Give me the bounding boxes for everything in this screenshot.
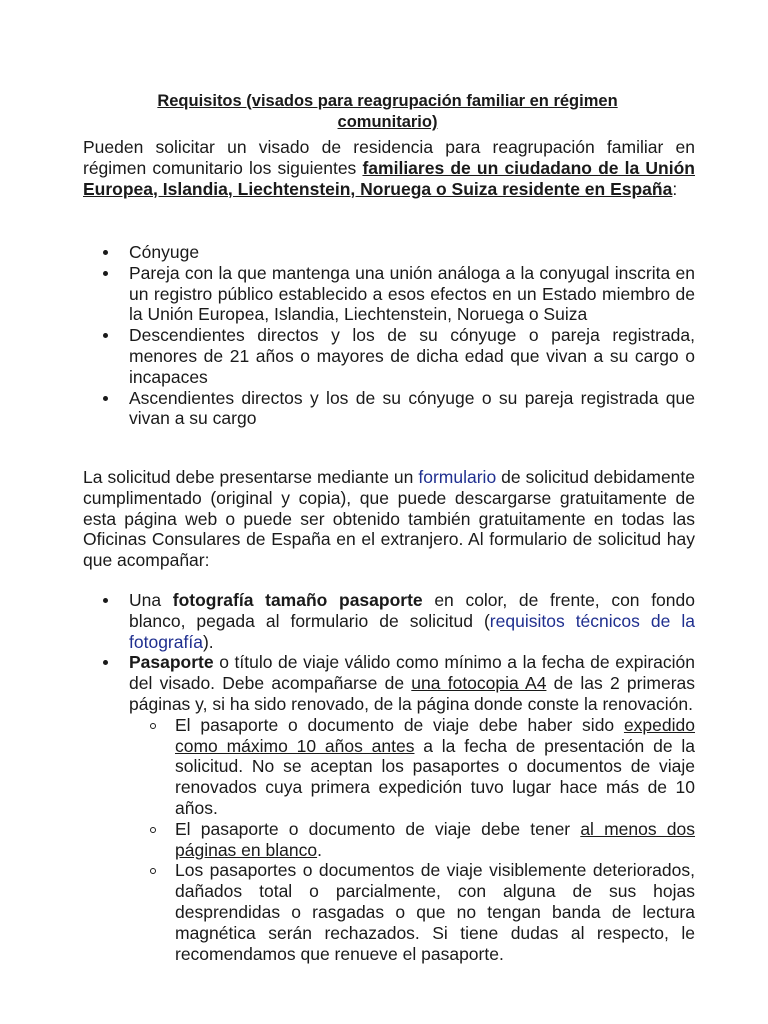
passport-text-2: de las 2 primeras páginas y, si ha sido renovado, de la página donde conste la renovación. (129, 673, 696, 714)
bullet-icon (103, 250, 108, 255)
photo-text-pre: Una (129, 590, 173, 610)
bullet-icon (103, 660, 108, 665)
passport-text-1: o título de viaje válido como mínimo a la fecha de expiración del visado. Debe acompañarse de (129, 652, 695, 694)
title-line-1: Requisitos (visados para reagrupación familiar en régimen (157, 92, 618, 110)
photo-bold: fotografía tamaño pasaporte (172, 590, 423, 610)
sublist-item (129, 819, 695, 861)
family-item-text: Cónyuge (129, 242, 200, 262)
sub2-text-b: . (317, 839, 322, 860)
intro-emphasis: familiares de un ciudadano de la Unión Europea, Islandia, Liechtenstein, Noruega o Suiza residente en España (83, 157, 695, 199)
sub3-text: Los pasaportes o documentos de viaje visiblemente deteriorados, dañados total o parcialmente, con alguna de sus hojas desprendidas o rasgadas o que no tengan banda de lectura magnética serán rechazados. Si tiene dudas al respecto, le recomendamos que renueve el pasaporte. (175, 860, 695, 964)
bullet-icon (103, 271, 108, 276)
bullet-icon (103, 396, 108, 401)
formulario-link[interactable]: formulario (418, 467, 497, 487)
circle-bullet-icon (150, 868, 156, 874)
passport-bold: Pasaporte (129, 652, 214, 673)
sub2-underline: al menos dos páginas en blanco (175, 818, 696, 860)
list-item-passport (83, 652, 695, 964)
sub2-text-a: El pasaporte o documento de viaje debe tener (175, 818, 581, 839)
circle-bullet-icon (150, 723, 156, 729)
passport-sublist (129, 715, 695, 965)
list-item (83, 388, 695, 430)
sub1-underline: expedido como máximo 10 años antes (175, 714, 695, 756)
sub1-text-b: a la fecha de presentación de la solicitud. No se aceptan los pasaportes o documentos de viaje renovados cuya primera expedición tuvo lugar hace más de 10 años. (175, 735, 695, 818)
application-text-after: de solicitud debidamente cumplimentado (original y copia), que puede descargarse gratuitamente de esta página web o puede ser obtenido también gratuitamente en todas las Oficinas Consulares de España en el extranjero. Al formulario de solicitud hay que acompañar: (83, 467, 696, 571)
intro-paragraph (83, 137, 695, 199)
photo-text-mid: en color, de frente, con fondo blanco, pegada al formulario de solicitud ( (129, 590, 695, 631)
list-item (83, 325, 695, 387)
intro-colon: : (672, 178, 678, 199)
bullet-icon (103, 598, 108, 603)
family-item-text: Descendientes directos y los de su cónyuge o pareja registrada, menores de 21 años o mayores de dicha edad que vivan a su cargo o incapaces (129, 325, 695, 387)
title-line-2: comunitario) (337, 113, 438, 131)
sublist-item (129, 715, 695, 819)
sublist-item (129, 860, 695, 964)
photo-text-post: ). (202, 631, 214, 652)
intro-text: Pueden solicitar un visado de residencia para reagrupación familiar en régimen comunitario los siguientes (83, 137, 695, 178)
photo-requirements-link[interactable]: requisitos técnicos de la fotografía (129, 610, 695, 652)
family-item-text: Ascendientes directos y los de su cónyuge o su pareja registrada que vivan a su cargo (129, 387, 695, 429)
passport-underline: una fotocopia A4 (411, 673, 547, 694)
family-item-text: Pareja con la que mantenga una unión análoga a la conyugal inscrita en un registro público establecido a esos efectos en un Estado miembro de la Unión Europea, Islandia, Liechtenstein, Noruega o Suiza (129, 262, 695, 325)
application-text-before: La solicitud debe presentarse mediante un (83, 467, 419, 487)
bullet-icon (103, 333, 108, 338)
documents-list (83, 590, 695, 964)
list-item-photo (83, 590, 695, 652)
sub1-text-a: El pasaporte o documento de viaje debe haber sido (175, 714, 624, 735)
family-list (83, 242, 695, 429)
page-title (110, 91, 665, 133)
list-item (83, 263, 695, 325)
application-paragraph (83, 467, 695, 571)
list-item (83, 242, 695, 263)
circle-bullet-icon (150, 827, 156, 833)
